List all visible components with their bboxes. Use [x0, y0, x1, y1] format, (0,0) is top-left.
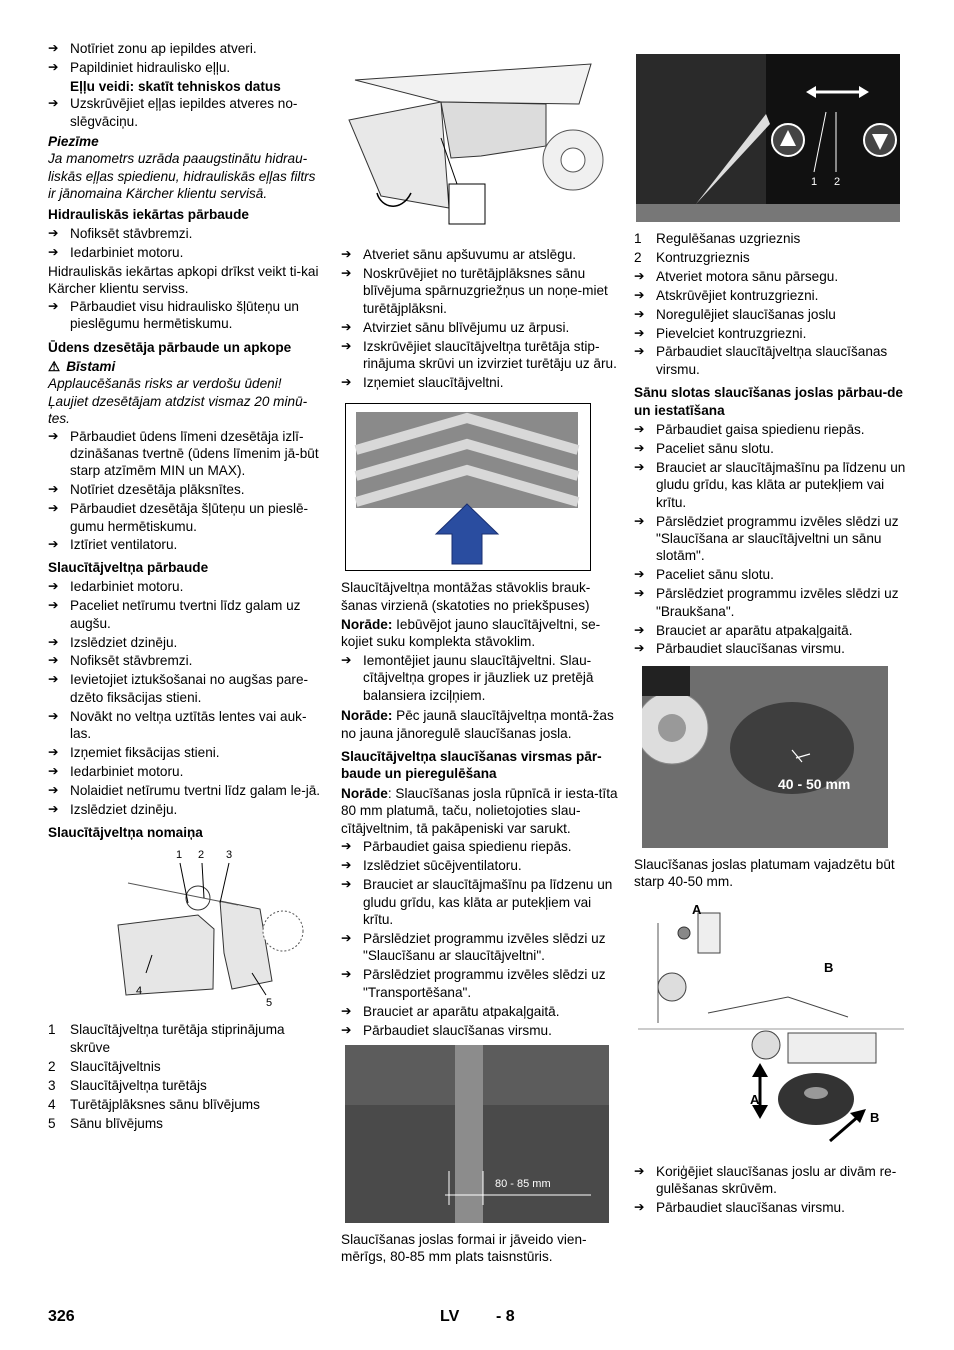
arrow-icon: ➔ [48, 579, 59, 594]
arrow-icon: ➔ [48, 501, 59, 516]
dimension-label: 40 - 50 mm [778, 775, 851, 792]
figure-callout: 2 [834, 176, 841, 188]
legend-item: 1 Regulēšanas uzgrieznis [634, 231, 801, 246]
arrow-icon: ➔ [48, 482, 59, 497]
list-item: ➔ Noskrūvējiet no turētājplāksnes sānu blīvējuma spārnuzgriežņus un noņe-miet turētājplāksni. [341, 265, 608, 316]
arrow-icon: ➔ [634, 268, 645, 283]
arrow-icon: ➔ [48, 782, 59, 797]
arrow-icon: ➔ [634, 513, 645, 528]
figure-callout: 5 [266, 997, 273, 1010]
list-item: ➔ Pārslēdziet programmu izvēles slēdzi uz "Slaucīšana ar slaucītājveltni un sānu slotām". [634, 513, 899, 564]
list-item: ➔ Izslēdziet dzinēju. [48, 634, 178, 650]
figure-caption: Slaucīšanas joslas formai ir jāveido vien-mērīgs, 80-85 mm plats taisnstūris. [341, 1231, 587, 1265]
side-broom-adjust-diagram [638, 903, 904, 1155]
list-item: ➔ Notīriet dzesētāja plāksnītes. [48, 482, 245, 498]
list-item: ➔ Uzskrūvējiet eļļas iepildes atveres no-slēgvāciņu. [48, 96, 298, 129]
list-item: ➔ Brauciet ar aparātu atpakaļgaitā. [341, 1003, 560, 1019]
list-item: ➔ Paceliet sānu slotu. [634, 440, 774, 456]
note-text: Ja manometrs uzrāda paaugstinātu hidrau-liskās eļļas spiedienu, hidrauliskās eļļas filtrs ir jānomaina Kärcher klientu servisā. [48, 151, 316, 202]
arrow-icon: ➔ [48, 763, 59, 778]
list-item: ➔ Izņemiet slaucītājveltni. [341, 374, 504, 390]
oil-types-ref: Eļļu veidi: skatīt tehniskos datus [70, 78, 281, 94]
legend-item: 5 Sānu blīvējums [48, 1115, 163, 1131]
list-item: ➔ Novākt no veltņa uztītās lentes vai auk-las. [48, 708, 307, 742]
arrow-icon: ➔ [634, 586, 645, 601]
figure-callout: 1 [176, 849, 183, 862]
arrow-icon: ➔ [48, 801, 59, 816]
arrow-icon: ➔ [48, 672, 59, 687]
arrow-icon: ➔ [341, 374, 352, 389]
arrow-icon: ➔ [48, 244, 59, 259]
arrow-icon: ➔ [634, 1199, 645, 1214]
arrow-icon: ➔ [48, 744, 59, 759]
legend-item: 4 Turētājplāksnes sānu blīvējums [48, 1096, 260, 1112]
side-broom-adjust-figure [638, 903, 904, 1155]
list-item: ➔ Pārbaudiet slaucīšanas virsmu. [634, 641, 845, 657]
column-middle [341, 40, 619, 1267]
list-item: ➔ Iedarbiniet motoru. [48, 579, 184, 595]
dimension-label: 80 - 85 mm [495, 1177, 551, 1190]
list-item: ➔ Pārslēdziet programmu izvēles slēdzi uz "Transportēšana". [341, 967, 606, 1000]
arrow-icon: ➔ [48, 708, 59, 723]
arrow-icon: ➔ [341, 1022, 352, 1037]
list-item: ➔ Izskrūvējiet slaucītājveltņa turētāja stip-rinājuma skrūvi un izvirziet turētāju uz āru. [341, 338, 617, 371]
arrow-icon: ➔ [341, 967, 352, 982]
section-heading: Slaucītājveltņa pārbaude [48, 559, 209, 575]
chevron-diagram [346, 404, 590, 570]
figure-callout: 4 [136, 985, 143, 998]
arrow-icon: ➔ [634, 459, 645, 474]
side-broom-photo [642, 666, 888, 848]
danger-title: ⚠ Bīstami [48, 358, 116, 374]
section-heading: Ūdens dzesētāja pārbaude un apkope [48, 339, 292, 355]
list-item: ➔ Pārbaudiet dzesētāja šļūteņu un pieslē-gumu hermētiskumu. [48, 501, 309, 534]
danger-text: Applaucēšanās risks ar verdošu ūdeni! Ļaujiet dzesētājam atdzist vismaz 20 minū-tes. [48, 376, 308, 427]
adjust-nut-photo [636, 54, 900, 222]
sweep-pattern-photo [345, 1045, 609, 1223]
arrow-icon: ➔ [341, 247, 352, 261]
side-broom-graphic [642, 666, 888, 848]
arrow-icon: ➔ [48, 226, 59, 241]
figure-callout: A [692, 901, 702, 917]
list-item: ➔ Izslēdziet sūcējventilatoru. [341, 858, 522, 874]
figure-callout: 1 [811, 176, 818, 188]
list-item: ➔ Brauciet ar aparātu atpakaļgaitā. [634, 622, 853, 638]
paragraph: Hidrauliskās iekārtas apkopi drīkst veikt ti-kai Kärcher klientu serviss. [48, 263, 319, 297]
list-item: ➔ Pārbaudiet ūdens līmeni dzesētāja izlī-dzināšanas tvertnē (ūdens līmenim jā-būt starp atzīmēm MIN un MAX). [48, 428, 319, 479]
list-item: ➔ Papildiniet hidraulisko eļļu. [48, 59, 231, 75]
arrow-icon: ➔ [48, 653, 59, 668]
arrow-icon: ➔ [341, 858, 352, 873]
arrow-icon: ➔ [634, 641, 645, 656]
list-item: ➔ Atveriet motora sānu pārsegu. [634, 268, 839, 284]
list-item: ➔ Iztīriet ventilatoru. [48, 537, 178, 553]
list-item: ➔ Pārbaudiet slaucīšanas virsmu. [634, 1199, 845, 1215]
list-item: ➔ Brauciet ar slaucītājmašīnu pa līdzenu un gludu grīdu, kas klāta ar putekļiem vai krītu. [341, 877, 613, 928]
arrow-icon: ➔ [634, 440, 645, 455]
arrow-icon: ➔ [48, 96, 59, 111]
legend-item: 1 Slaucītājveltņa turētāja stiprinājuma skrūve [48, 1022, 285, 1055]
sweep-photo-graphic [345, 1045, 609, 1223]
arrow-icon: ➔ [48, 41, 59, 55]
arrow-icon: ➔ [341, 877, 352, 892]
section-heading: Slaucītājveltņa slaucīšanas virsmas pār-baude un pieregulēšana [341, 748, 602, 782]
list-item: ➔ Noregulējiet slaucīšanas joslu [634, 306, 836, 322]
arrow-icon: ➔ [48, 634, 59, 649]
note: Norāde: Iebūvējot jauno slaucītājveltni, se-kojiet suku komplekta stāvoklim. [341, 616, 601, 649]
list-item: ➔ Atveriet sānu apšuvumu ar atslēgu. [341, 247, 577, 262]
arrow-icon: ➔ [341, 319, 352, 334]
arrow-icon: ➔ [48, 59, 59, 74]
note: Norāde: Pēc jaunā slaucītājveltņa montā-žas no jauna jānoregulē slaucīšanas josla. [341, 708, 614, 741]
arrow-icon: ➔ [634, 422, 645, 437]
legend-item: 2 Slaucītājveltnis [48, 1058, 161, 1074]
list-item: ➔ Pārbaudiet gaisa spiedienu riepās. [341, 839, 572, 855]
figure-callout: 2 [198, 849, 205, 862]
list-item: ➔ Paceliet netīrumu tvertni līdz galam uz augšu. [48, 598, 301, 631]
list-item: ➔ Paceliet sānu slotu. [634, 567, 774, 583]
note: Norāde: Slaucīšanas josla rūpnīcā ir iesta-tīta 80 mm platumā, taču, nolietojoties slau-cītājveltnim, tā pakāpeniski var sarukt. [341, 785, 618, 836]
list-item: ➔ Pārbaudiet slaucītājveltņa slaucīšanas virsmu. [634, 344, 888, 377]
engine-photo-graphic [636, 54, 900, 222]
arrow-icon: ➔ [341, 338, 352, 353]
legend-item: 3 Slaucītājveltņa turētājs [48, 1077, 207, 1093]
arrow-icon: ➔ [634, 306, 645, 321]
page-number: 326 [48, 1308, 75, 1325]
arrow-icon: ➔ [634, 1163, 645, 1178]
sub-page-number: - 8 [496, 1308, 515, 1325]
list-item: ➔ Nofiksēt stāvbremzi. [48, 653, 193, 669]
list-item: ➔ Koriģējiet slaucīšanas joslu ar divām re-gulēšanas skrūvēm. [634, 1163, 897, 1197]
list-item: ➔ Pārbaudiet gaisa spiedienu riepās. [634, 422, 865, 438]
list-item: ➔ Brauciet ar slaucītājmašīnu pa līdzenu un gludu grīdu, kas klāta ar putekļiem vai krītu. [634, 459, 906, 510]
legend-item: 2 Kontruzgrieznis [634, 249, 750, 265]
figure-callout: A [750, 1091, 760, 1107]
figure-callout: B [824, 959, 834, 975]
list-item: ➔ Atskrūvējiet kontruzgriezni. [634, 287, 819, 303]
arrow-icon: ➔ [634, 344, 645, 359]
arrow-icon: ➔ [341, 839, 352, 854]
roller-position-figure [345, 403, 591, 571]
list-item: ➔ Pievelciet kontruzgriezni. [634, 325, 807, 341]
list-item: ➔ Izslēdziet dzinēju. [48, 801, 178, 817]
list-item: ➔ Pārslēdziet programmu izvēles slēdzi uz "Braukšana". [634, 586, 899, 619]
language-code: LV [440, 1308, 460, 1325]
arrow-icon: ➔ [48, 428, 59, 443]
section-heading: Hidrauliskās iekārtas pārbaude [48, 206, 249, 222]
section-heading: Sānu slotas slaucīšanas joslas pārbau-de un iestatīšana [634, 385, 903, 418]
list-item: ➔ Pārbaudiet slaucīšanas virsmu. [341, 1022, 552, 1038]
roller-diagram [48, 843, 324, 1013]
arrow-icon: ➔ [634, 287, 645, 302]
list-item: ➔ Pārbaudiet visu hidraulisko šļūteņu un pieslēgumu hermētiskumu. [48, 298, 299, 332]
arrow-icon: ➔ [48, 537, 59, 552]
figure-callout: B [870, 1109, 880, 1125]
list-item: ➔ Atvirziet sānu blīvējumu uz ārpusi. [341, 319, 570, 335]
figure-caption: Slaucītājveltņa montāžas stāvoklis brauk-šanas virzienā (skatoties no priekšpuses) [341, 580, 591, 613]
roller-replace-figure [48, 843, 324, 1013]
side-panel-diagram [341, 58, 619, 238]
warning-icon: ⚠ [48, 358, 61, 374]
note-title: Piezīme [48, 134, 99, 150]
list-item: ➔ Nolaidiet netīrumu tvertni līdz galam le-jā. [48, 782, 321, 798]
arrow-icon: ➔ [341, 930, 352, 945]
list-item: ➔ Iemontējiet jaunu slaucītājveltni. Slau-cītājveltņa gropes ir jāuzliek uz pretējā balansiera izciļņiem. [341, 652, 594, 703]
side-panel-figure [341, 58, 619, 238]
list-item: ➔ Nofiksēt stāvbremzi. [48, 226, 193, 242]
column-left [48, 40, 324, 1133]
arrow-icon: ➔ [48, 298, 59, 313]
section-heading: Slaucītājveltņa nomaiņa [48, 825, 203, 841]
list-item: ➔ Iedarbiniet motoru. [48, 244, 184, 260]
figure-caption: Slaucīšanas joslas platumam vajadzētu būt starp 40-50 mm. [634, 856, 895, 890]
list-item: ➔ Pārslēdziet programmu izvēles slēdzi uz "Slaucīšanu ar slaucītājveltni". [341, 930, 606, 964]
arrow-icon: ➔ [341, 1003, 352, 1018]
column-right [634, 40, 908, 1218]
arrow-icon: ➔ [48, 598, 59, 613]
list-item: ➔ Izņemiet fiksācijas stieni. [48, 744, 220, 760]
list-item: ➔ Iedarbiniet motoru. [48, 763, 184, 779]
arrow-icon: ➔ [634, 325, 645, 340]
figure-callout: 3 [226, 849, 233, 862]
arrow-icon: ➔ [634, 567, 645, 582]
arrow-icon: ➔ [341, 265, 352, 280]
list-item: ➔ Ievietojiet iztukšošanai no augšas pare-dzēto fiksācijas stieni. [48, 672, 309, 705]
list-item: ➔ Notīriet zonu ap iepildes atveri. [48, 41, 257, 56]
arrow-icon: ➔ [341, 652, 352, 667]
arrow-icon: ➔ [634, 622, 645, 637]
